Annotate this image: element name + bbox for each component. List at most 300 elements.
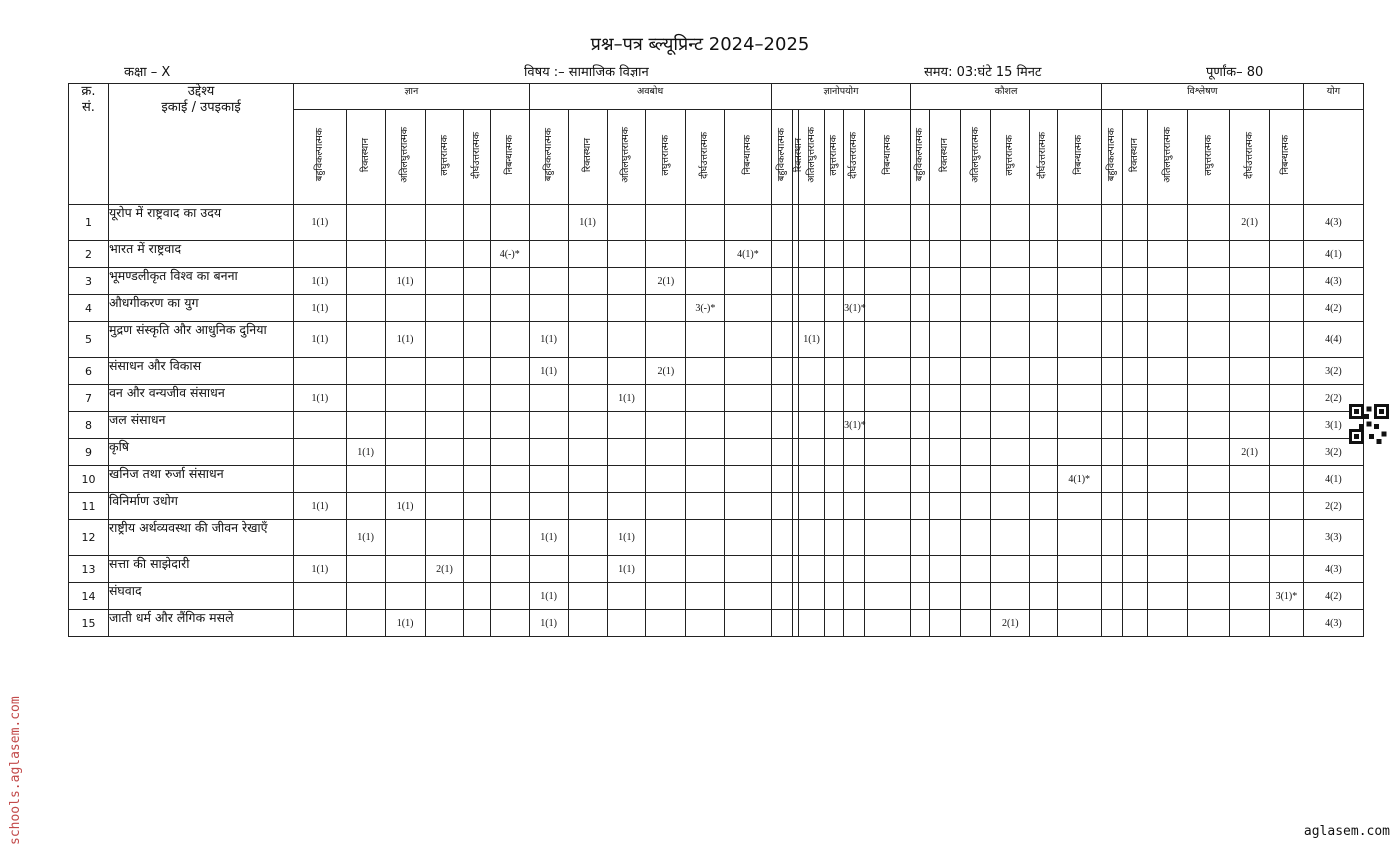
blueprint-cell	[1122, 520, 1147, 556]
blueprint-cell	[1270, 268, 1304, 295]
blueprint-cell	[607, 466, 646, 493]
question-type-header	[725, 110, 771, 205]
blueprint-cell	[1122, 439, 1147, 466]
blueprint-cell	[1122, 412, 1147, 439]
unit-header-line2: इकाई / उपइकाई	[161, 100, 241, 115]
blueprint-cell	[930, 520, 961, 556]
blueprint-cell	[385, 358, 425, 385]
question-type-header	[771, 110, 792, 205]
row-number: 6	[69, 358, 109, 385]
blueprint-cell	[725, 205, 771, 241]
blueprint-cell	[464, 520, 490, 556]
blueprint-cell	[798, 358, 824, 385]
blueprint-cell	[464, 295, 490, 322]
blueprint-cell	[1101, 556, 1122, 583]
blueprint-cell	[568, 358, 607, 385]
site-footer: aglasem.com	[1303, 824, 1390, 839]
row-number: 13	[69, 556, 109, 583]
blueprint-cell	[490, 412, 529, 439]
blueprint-cell	[385, 583, 425, 610]
blueprint-cell	[1122, 205, 1147, 241]
blueprint-cell	[771, 295, 792, 322]
blueprint-cell	[844, 358, 865, 385]
blueprint-cell	[1101, 358, 1122, 385]
blueprint-cell	[529, 241, 568, 268]
blueprint-cell	[844, 322, 865, 358]
blueprint-cell	[1057, 241, 1101, 268]
blueprint-cell	[1270, 322, 1304, 358]
blueprint-cell	[1101, 610, 1122, 637]
blueprint-cell	[464, 439, 490, 466]
blueprint-cell	[1230, 583, 1270, 610]
blueprint-cell	[725, 385, 771, 412]
question-type-label: अतिलघुत्तरात्मक	[620, 127, 632, 183]
blueprint-cell	[991, 385, 1030, 412]
blueprint-cell	[1148, 610, 1188, 637]
blueprint-cell	[771, 205, 792, 241]
table-row	[69, 466, 1364, 493]
blueprint-cell	[1030, 322, 1057, 358]
blueprint-cell	[1101, 439, 1122, 466]
blueprint-cell	[607, 268, 646, 295]
blueprint-cell	[844, 556, 865, 583]
table-body	[69, 205, 1364, 637]
blueprint-cell	[1230, 556, 1270, 583]
blueprint-cell	[1122, 241, 1147, 268]
blueprint-cell	[725, 520, 771, 556]
blueprint-cell	[1122, 610, 1147, 637]
blueprint-cell: 4(-)*	[490, 241, 529, 268]
blueprint-cell	[607, 358, 646, 385]
blueprint-cell	[1030, 268, 1057, 295]
blueprint-cell	[464, 412, 490, 439]
blueprint-cell	[1188, 241, 1230, 268]
blueprint-cell	[771, 241, 792, 268]
blueprint-cell	[490, 205, 529, 241]
blueprint-cell	[646, 493, 686, 520]
question-type-label: निबन्धात्मक	[1073, 135, 1085, 175]
blueprint-cell	[771, 493, 792, 520]
blueprint-cell	[1270, 556, 1304, 583]
blueprint-cell: 1(1)	[529, 358, 568, 385]
blueprint-cell	[385, 520, 425, 556]
table-row	[69, 412, 1364, 439]
blueprint-cell	[1030, 466, 1057, 493]
blueprint-cell	[646, 556, 686, 583]
blueprint-cell	[911, 439, 930, 466]
question-type-header	[1101, 110, 1122, 205]
question-type-header	[294, 110, 347, 205]
table-row	[69, 295, 1364, 322]
blueprint-cell	[1030, 439, 1057, 466]
blueprint-cell	[825, 610, 844, 637]
blueprint-cell	[865, 358, 911, 385]
unit-header-line1: उद्देश्य	[187, 84, 215, 99]
qr-code	[1349, 404, 1389, 444]
question-type-header	[607, 110, 646, 205]
question-type-label: बहुविकल्पात्मक	[775, 128, 787, 182]
blueprint-cell	[607, 439, 646, 466]
blueprint-cell	[1101, 295, 1122, 322]
unit-name: यूरोप में राष्ट्रवाद का उदय	[108, 205, 293, 241]
blueprint-cell	[1188, 520, 1230, 556]
blueprint-cell	[1122, 268, 1147, 295]
blueprint-cell	[385, 241, 425, 268]
blueprint-cell	[1101, 385, 1122, 412]
blueprint-cell	[686, 205, 725, 241]
blueprint-cell	[911, 241, 930, 268]
blueprint-cell	[686, 466, 725, 493]
blueprint-cell	[771, 556, 792, 583]
blueprint-cell	[725, 439, 771, 466]
blueprint-cell	[1122, 295, 1147, 322]
blueprint-cell	[529, 205, 568, 241]
blueprint-cell	[294, 583, 347, 610]
table-row	[69, 439, 1364, 466]
blueprint-cell	[490, 322, 529, 358]
blueprint-cell	[1057, 556, 1101, 583]
blueprint-cell	[825, 241, 844, 268]
row-total: 4(1)	[1303, 466, 1363, 493]
blueprint-cell	[1101, 520, 1122, 556]
blueprint-cell: 4(1)*	[725, 241, 771, 268]
blueprint-cell	[930, 412, 961, 439]
question-type-label: निबन्धात्मक	[881, 135, 893, 175]
row-number: 8	[69, 412, 109, 439]
row-number: 15	[69, 610, 109, 637]
blueprint-cell	[1148, 241, 1188, 268]
blueprint-cell	[771, 520, 792, 556]
blueprint-cell	[425, 520, 464, 556]
blueprint-cell	[490, 385, 529, 412]
table-row	[69, 520, 1364, 556]
blueprint-cell	[960, 610, 991, 637]
question-type-header	[1188, 110, 1230, 205]
blueprint-cell	[798, 556, 824, 583]
blueprint-cell	[725, 358, 771, 385]
blueprint-cell	[991, 556, 1030, 583]
blueprint-cell	[529, 268, 568, 295]
blueprint-cell	[607, 241, 646, 268]
blueprint-cell	[1030, 493, 1057, 520]
blueprint-cell	[844, 268, 865, 295]
unit-name: जाती धर्म और लैंगिक मसले	[108, 610, 293, 637]
blueprint-cell	[385, 295, 425, 322]
blueprint-cell	[1148, 322, 1188, 358]
blueprint-cell	[771, 610, 792, 637]
question-type-label: लघुत्तरात्मक	[438, 134, 450, 176]
blueprint-cell	[490, 583, 529, 610]
blueprint-cell	[1270, 493, 1304, 520]
blueprint-cell	[844, 493, 865, 520]
blueprint-cell: 1(1)	[385, 268, 425, 295]
blueprint-cell	[1101, 268, 1122, 295]
question-type-label: दीर्घउत्तरात्मक	[699, 131, 711, 179]
blueprint-cell	[346, 241, 385, 268]
blueprint-cell	[960, 241, 991, 268]
group-header: विश्लेषण	[1101, 84, 1303, 110]
blueprint-cell	[1101, 493, 1122, 520]
question-type-label: लघुत्तरात्मक	[828, 134, 840, 176]
unit-name: संसाधन और विकास	[108, 358, 293, 385]
blueprint-cell	[646, 583, 686, 610]
table-row	[69, 385, 1364, 412]
blueprint-cell	[798, 241, 824, 268]
question-type-label: निबन्धात्मक	[503, 135, 515, 175]
blueprint-cell	[865, 466, 911, 493]
unit-name: राष्ट्रीय अर्थव्यवस्था की जीवन रेखाएँ	[108, 520, 293, 556]
question-type-header	[529, 110, 568, 205]
blueprint-cell	[490, 439, 529, 466]
blueprint-cell	[1057, 439, 1101, 466]
group-header: ज्ञान	[294, 84, 530, 110]
blueprint-cell	[1030, 295, 1057, 322]
row-total: 3(2)	[1303, 439, 1363, 466]
blueprint-cell	[568, 610, 607, 637]
blueprint-cell	[798, 205, 824, 241]
blueprint-cell	[911, 295, 930, 322]
blueprint-cell	[1057, 610, 1101, 637]
blueprint-cell	[798, 412, 824, 439]
blueprint-cell	[1230, 295, 1270, 322]
blueprint-cell	[825, 358, 844, 385]
unit-name: कृषि	[108, 439, 293, 466]
blueprint-cell	[798, 583, 824, 610]
question-type-header	[1122, 110, 1147, 205]
blueprint-cell	[825, 583, 844, 610]
blueprint-cell	[1188, 493, 1230, 520]
blueprint-cell: 2(1)	[991, 610, 1030, 637]
blueprint-cell	[1122, 583, 1147, 610]
blueprint-cell	[1270, 466, 1304, 493]
blueprint-cell	[385, 205, 425, 241]
blueprint-cell	[1270, 439, 1304, 466]
blueprint-cell	[1122, 466, 1147, 493]
blueprint-cell	[960, 556, 991, 583]
blueprint-cell	[825, 322, 844, 358]
blueprint-cell	[865, 493, 911, 520]
blueprint-cell	[1230, 241, 1270, 268]
marks-label: पूर्णांक– 80	[1206, 65, 1264, 80]
sno-header-line1: क्र.	[81, 84, 96, 99]
blueprint-cell	[844, 439, 865, 466]
question-type-label: रिक्तस्थान	[1128, 137, 1140, 173]
blueprint-cell: 2(1)	[646, 358, 686, 385]
blueprint-cell	[865, 241, 911, 268]
question-type-header	[930, 110, 961, 205]
blueprint-cell	[825, 385, 844, 412]
question-type-header	[385, 110, 425, 205]
blueprint-cell: 1(1)	[294, 493, 347, 520]
blueprint-cell	[1057, 520, 1101, 556]
row-number: 5	[69, 322, 109, 358]
blueprint-cell	[1057, 412, 1101, 439]
blueprint-cell: 1(1)	[346, 439, 385, 466]
blueprint-cell	[825, 412, 844, 439]
question-type-label: अतिलघुत्तरात्मक	[969, 127, 981, 183]
blueprint-cell	[646, 439, 686, 466]
blueprint-cell	[991, 322, 1030, 358]
blueprint-cell	[385, 556, 425, 583]
blueprint-cell	[1188, 439, 1230, 466]
blueprint-cell	[1270, 520, 1304, 556]
blueprint-cell	[1148, 493, 1188, 520]
blueprint-cell	[1030, 385, 1057, 412]
blueprint-cell	[1148, 556, 1188, 583]
blueprint-cell	[911, 358, 930, 385]
row-total: 4(3)	[1303, 205, 1363, 241]
blueprint-cell	[911, 412, 930, 439]
page-title: प्रश्न–पत्र ब्ल्यूप्रिन्ट 2024–2025	[590, 34, 810, 55]
blueprint-cell	[385, 412, 425, 439]
blueprint-cell	[960, 466, 991, 493]
sno-header	[69, 84, 109, 205]
unit-name: विनिर्माण उधोग	[108, 493, 293, 520]
blueprint-cell	[686, 610, 725, 637]
blueprint-cell	[725, 610, 771, 637]
question-type-header	[1030, 110, 1057, 205]
blueprint-cell	[425, 385, 464, 412]
blueprint-cell: 2(1)	[425, 556, 464, 583]
blueprint-cell	[1030, 520, 1057, 556]
blueprint-cell: 1(1)	[385, 322, 425, 358]
blueprint-cell: 1(1)	[607, 520, 646, 556]
blueprint-cell	[529, 556, 568, 583]
blueprint-cell	[686, 439, 725, 466]
blueprint-cell	[346, 493, 385, 520]
blueprint-cell: 1(1)	[294, 295, 347, 322]
blueprint-cell	[865, 583, 911, 610]
blueprint-cell	[1188, 610, 1230, 637]
blueprint-cell	[1188, 205, 1230, 241]
blueprint-cell	[991, 268, 1030, 295]
blueprint-cell	[1188, 268, 1230, 295]
blueprint-cell	[771, 412, 792, 439]
blueprint-cell	[911, 205, 930, 241]
table-row	[69, 610, 1364, 637]
question-type-label: बहुविकल्पात्मक	[542, 128, 554, 182]
blueprint-cell	[911, 583, 930, 610]
row-total: 4(2)	[1303, 295, 1363, 322]
blueprint-cell	[960, 205, 991, 241]
blueprint-cell	[1148, 439, 1188, 466]
blueprint-cell	[294, 358, 347, 385]
table-row	[69, 205, 1364, 241]
blueprint-cell	[464, 205, 490, 241]
question-type-header	[960, 110, 991, 205]
blueprint-cell	[1101, 322, 1122, 358]
question-type-header	[1057, 110, 1101, 205]
blueprint-cell	[911, 466, 930, 493]
row-total: 3(2)	[1303, 358, 1363, 385]
blueprint-cell	[490, 556, 529, 583]
blueprint-cell	[1122, 556, 1147, 583]
blueprint-cell	[1122, 385, 1147, 412]
question-type-header	[1148, 110, 1188, 205]
blueprint-cell	[646, 322, 686, 358]
unit-name: वन और वन्यजीव संसाधन	[108, 385, 293, 412]
blueprint-cell	[1230, 520, 1270, 556]
blueprint-cell	[991, 295, 1030, 322]
blueprint-cell	[607, 412, 646, 439]
blueprint-cell	[425, 358, 464, 385]
blueprint-cell	[464, 583, 490, 610]
blueprint-cell	[568, 385, 607, 412]
blueprint-cell	[798, 439, 824, 466]
blueprint-cell	[607, 295, 646, 322]
blueprint-cell	[1148, 268, 1188, 295]
blueprint-cell	[346, 610, 385, 637]
question-type-header	[686, 110, 725, 205]
blueprint-cell	[346, 385, 385, 412]
unit-name: भूमण्डलीकृत विश्व का बनना	[108, 268, 293, 295]
blueprint-cell: 1(1)	[607, 385, 646, 412]
blueprint-cell	[1057, 583, 1101, 610]
question-type-header	[865, 110, 911, 205]
blueprint-cell	[686, 556, 725, 583]
blueprint-cell: 1(1)	[607, 556, 646, 583]
row-number: 3	[69, 268, 109, 295]
blueprint-cell	[425, 268, 464, 295]
question-type-header	[1270, 110, 1304, 205]
header-row-groups	[69, 84, 1364, 110]
question-type-header	[464, 110, 490, 205]
blueprint-cell	[425, 610, 464, 637]
blueprint-cell	[1148, 466, 1188, 493]
blueprint-cell	[825, 268, 844, 295]
blueprint-cell	[346, 295, 385, 322]
question-type-header	[825, 110, 844, 205]
blueprint-cell: 2(1)	[1230, 205, 1270, 241]
row-number: 4	[69, 295, 109, 322]
blueprint-cell	[911, 520, 930, 556]
blueprint-cell	[646, 385, 686, 412]
group-header: ज्ञानोपयोग	[771, 84, 911, 110]
blueprint-cell: 1(1)	[385, 610, 425, 637]
blueprint-cell	[1148, 205, 1188, 241]
blueprint-cell: 1(1)	[798, 322, 824, 358]
blueprint-cell	[607, 205, 646, 241]
blueprint-cell	[1057, 268, 1101, 295]
row-number: 12	[69, 520, 109, 556]
row-total: 4(2)	[1303, 583, 1363, 610]
blueprint-cell	[825, 205, 844, 241]
blueprint-cell	[844, 385, 865, 412]
blueprint-cell	[725, 466, 771, 493]
blueprint-cell	[1057, 205, 1101, 241]
blueprint-cell	[911, 610, 930, 637]
blueprint-cell	[686, 268, 725, 295]
question-type-header	[844, 110, 865, 205]
blueprint-cell	[425, 205, 464, 241]
blueprint-cell	[1270, 205, 1304, 241]
blueprint-cell	[464, 322, 490, 358]
table-row	[69, 493, 1364, 520]
blueprint-cell	[1057, 385, 1101, 412]
blueprint-cell	[646, 466, 686, 493]
blueprint-cell	[798, 385, 824, 412]
blueprint-cell	[960, 520, 991, 556]
blueprint-cell	[646, 412, 686, 439]
blueprint-cell	[798, 493, 824, 520]
blueprint-cell	[294, 466, 347, 493]
blueprint-cell: 1(1)	[294, 385, 347, 412]
blueprint-cell	[771, 358, 792, 385]
blueprint-cell	[771, 466, 792, 493]
blueprint-cell	[568, 556, 607, 583]
question-type-label: रिक्तस्थान	[939, 137, 951, 173]
blueprint-cell	[1148, 385, 1188, 412]
